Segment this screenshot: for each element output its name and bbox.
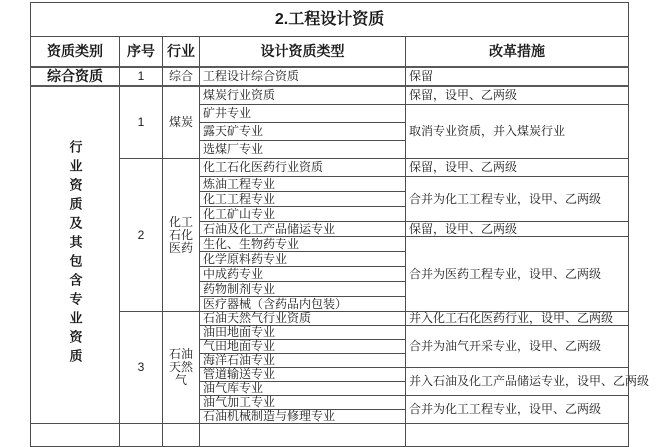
category-industry-label: 行业资质及其包含专业资质 [67,139,83,368]
measure-cell: 保留，设甲、乙两级 [406,222,629,237]
type-cell: 露天矿专业 [200,123,406,141]
document-page [0,2,661,423]
measure-cell: 合并为油气开采专业，设甲、乙两级 [406,326,629,368]
empty-cell [31,424,120,447]
measure-cell: 保留，设甲、乙两级 [406,86,629,105]
measure-cell: 保留 [406,67,629,86]
empty-cell [163,424,200,447]
type-cell: 石油及化工产品储运专业 [200,222,406,237]
type-cell: 化工矿山专业 [200,207,406,222]
serial-cell: 2 [120,159,163,312]
serial-cell: 1 [120,86,163,159]
qualification-table [30,2,650,447]
table-row [31,86,629,105]
measure-cell: 合并为医药工程专业，设甲、乙两级 [406,237,629,312]
col-header-serial: 序号 [120,37,163,68]
measure-cell: 并入石油及化工产品储运专业，设甲、乙两级 [406,368,629,396]
type-cell: 海洋石油专业 [200,354,406,368]
type-cell: 油田地面专业 [200,326,406,340]
type-cell: 工程设计综合资质 [200,67,406,86]
measure-cell: 取消专业资质，并入煤炭行业 [406,105,629,159]
serial-cell: 3 [120,312,163,424]
measure-cell: 并入化工石化医药行业，设甲、乙两级 [406,312,629,326]
col-header-industry: 行业 [163,37,200,68]
type-cell: 炼油工程专业 [200,177,406,192]
type-cell: 矿井专业 [200,105,406,123]
measure-cell: 保留，设甲、乙两级 [406,159,629,177]
table-row [31,159,629,177]
table-row [31,312,629,326]
empty-cell [120,424,163,447]
industry-cell: 石油天然气 [163,312,200,424]
type-cell: 油气库专业 [200,382,406,396]
type-cell: 气田地面专业 [200,340,406,354]
table-title: 2.工程设计资质 [31,3,629,37]
measure-cell: 合并为化工工程专业，设甲、乙两级 [406,177,629,222]
col-header-category: 资质类别 [31,37,120,68]
type-cell: 中成药专业 [200,267,406,282]
empty-cell [406,424,629,447]
type-cell: 化工石化医药行业资质 [200,159,406,177]
type-cell: 化学原料药专业 [200,252,406,267]
col-header-measure: 改革措施 [406,37,629,68]
type-cell: 石油机械制造与修理专业 [200,410,406,424]
type-cell: 生化、生物药专业 [200,237,406,252]
serial-cell: 1 [120,67,163,86]
header-row [31,37,629,68]
type-cell: 医疗器械（含药品内包装） [200,297,406,312]
col-header-type: 设计资质类型 [200,37,406,68]
type-cell: 煤炭行业资质 [200,86,406,105]
category-industry [31,86,120,424]
industry-cell: 综合 [163,67,200,86]
type-cell: 药物制剂专业 [200,282,406,297]
measure-cell: 合并为化工工程专业，设甲、乙两级 [406,396,629,424]
industry-cell: 化工石化医药 [163,159,200,312]
empty-cell [200,424,406,447]
industry-cell: 煤炭 [163,86,200,159]
type-cell: 油气加工专业 [200,396,406,410]
title-row [31,3,629,37]
category-comprehensive: 综合资质 [31,67,120,86]
type-cell: 化工工程专业 [200,192,406,207]
type-cell: 石油天然气行业资质 [200,312,406,326]
type-cell: 管道输送专业 [200,368,406,382]
table-row [31,67,629,86]
type-cell: 选煤厂专业 [200,141,406,159]
table-row-clipped [31,424,629,447]
